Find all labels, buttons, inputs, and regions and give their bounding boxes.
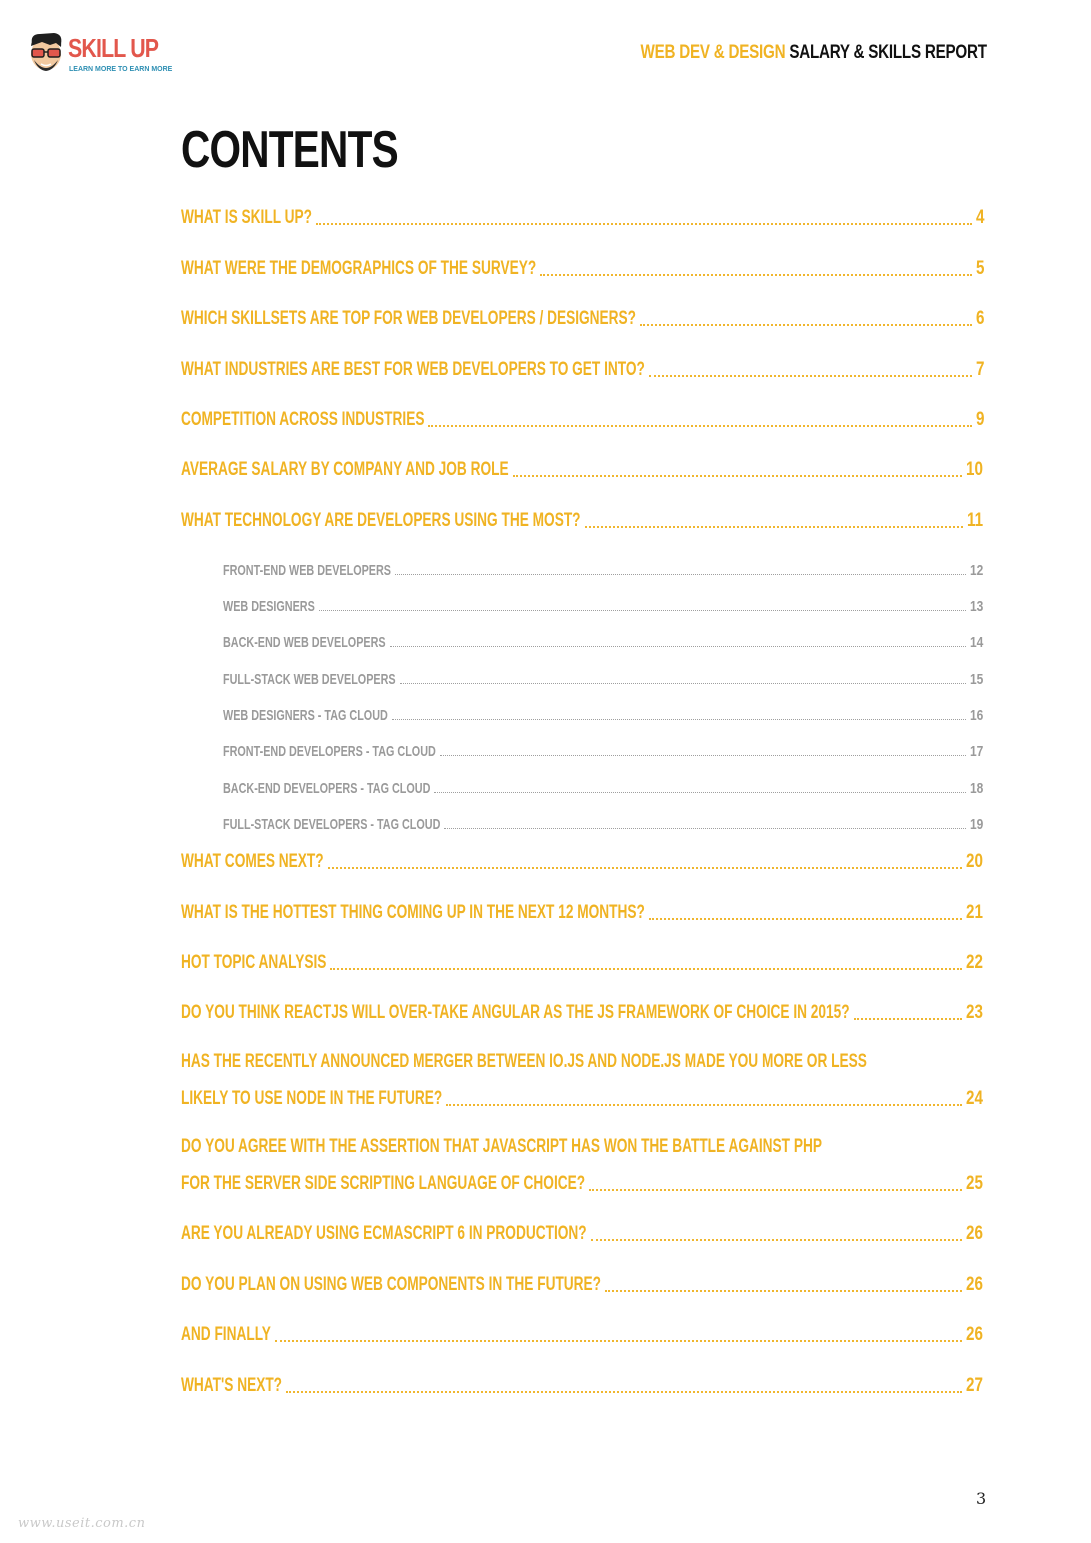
dot-leader bbox=[390, 645, 967, 647]
toc-entry[interactable] bbox=[181, 508, 987, 532]
toc-entry-label: WEB DESIGNERS bbox=[223, 598, 315, 615]
toc-entry-page: 22 bbox=[965, 952, 983, 973]
toc-entry-page: 14 bbox=[970, 634, 984, 651]
toc-entry-page: 15 bbox=[970, 671, 984, 688]
toc-entry[interactable] bbox=[181, 306, 987, 330]
toc-entry-label-wrap bbox=[181, 1002, 850, 1024]
toc-entry-label: WHAT INDUSTRIES ARE BEST FOR WEB DEVELOPERS TO GET INTO? bbox=[181, 359, 645, 380]
toc-entry-label-wrap bbox=[181, 1088, 442, 1110]
toc-entry-label-wrap bbox=[223, 816, 440, 833]
toc-entry-label-wrap bbox=[181, 1223, 587, 1245]
toc-entry-label: FRONT-END WEB DEVELOPERS bbox=[223, 562, 392, 579]
toc-entry-label-wrap bbox=[181, 409, 424, 431]
toc-entry-label: WHAT IS THE HOTTEST THING COMING UP IN THE NEXT 12 MONTHS? bbox=[181, 902, 645, 923]
dot-leader bbox=[513, 474, 962, 477]
dot-leader bbox=[395, 573, 966, 575]
toc-entry[interactable] bbox=[181, 407, 987, 431]
toc-entry-first-line[interactable]: DO YOU AGREE WITH THE ASSERTION THAT JAVASCRIPT HAS WON THE BATTLE AGAINST PHP bbox=[181, 1136, 822, 1157]
dot-leader bbox=[275, 1339, 962, 1342]
toc-entry-page: 13 bbox=[970, 598, 984, 615]
toc-entry-label: AND FINALLY bbox=[181, 1324, 271, 1345]
toc-entry-label: WHICH SKILLSETS ARE TOP FOR WEB DEVELOPERS / DESIGNERS? bbox=[181, 308, 637, 329]
toc-entry-label: WHAT TECHNOLOGY ARE DEVELOPERS USING THE MOST? bbox=[181, 510, 581, 531]
dot-leader bbox=[649, 374, 973, 377]
toc-entry-label-wrap bbox=[181, 1173, 585, 1195]
toc-entry-page: 21 bbox=[965, 902, 983, 923]
mascot-icon bbox=[26, 30, 66, 76]
toc-entry-label-wrap bbox=[181, 258, 536, 280]
toc-entry-label: HOT TOPIC ANALYSIS bbox=[181, 952, 327, 973]
report-title-main: SALARY & SKILLS REPORT bbox=[789, 42, 987, 63]
toc-entry-page: 16 bbox=[970, 707, 984, 724]
toc-entry-label-wrap bbox=[181, 902, 645, 924]
toc-entry-page: 18 bbox=[970, 780, 984, 797]
toc-entry[interactable] bbox=[181, 950, 987, 974]
dot-leader bbox=[319, 609, 967, 611]
toc-entry-page: 26 bbox=[965, 1223, 983, 1244]
toc-sub-entry[interactable] bbox=[223, 631, 987, 651]
toc-entry-label-wrap bbox=[223, 671, 396, 688]
dot-leader bbox=[446, 1103, 962, 1106]
toc-entry-label-wrap bbox=[181, 359, 645, 381]
toc-entry-page: 6 bbox=[976, 308, 985, 329]
toc-entry-label: WHAT WERE THE DEMOGRAPHICS OF THE SURVEY? bbox=[181, 258, 537, 279]
dot-leader bbox=[854, 1017, 962, 1020]
toc-entry-label: FULL-STACK DEVELOPERS - TAG CLOUD bbox=[223, 816, 441, 833]
toc-entry[interactable] bbox=[181, 1373, 987, 1397]
toc-entry-page: 4 bbox=[976, 207, 985, 228]
dot-leader bbox=[330, 967, 961, 970]
toc-entry-label-wrap bbox=[223, 780, 430, 797]
toc-entry-page: 26 bbox=[965, 1324, 983, 1345]
toc-entry-label: LIKELY TO USE NODE IN THE FUTURE? bbox=[181, 1088, 443, 1109]
dot-leader bbox=[585, 525, 963, 528]
toc-entry-page: 12 bbox=[970, 562, 984, 579]
toc-entry[interactable] bbox=[181, 256, 987, 280]
toc-sub-entry[interactable] bbox=[223, 668, 987, 688]
toc-entry[interactable] bbox=[181, 1272, 987, 1296]
toc-entry-label-wrap bbox=[181, 510, 581, 532]
toc-entry-label-wrap bbox=[181, 851, 324, 873]
toc-entry-page: 9 bbox=[976, 409, 985, 430]
toc-entry-label: BACK-END WEB DEVELOPERS bbox=[223, 634, 386, 651]
toc-entry-label: WHAT'S NEXT? bbox=[181, 1375, 283, 1396]
toc-entry-label: WEB DESIGNERS - TAG CLOUD bbox=[223, 707, 388, 724]
toc-entry-label: BACK-END DEVELOPERS - TAG CLOUD bbox=[223, 780, 431, 797]
toc-entry-label: FRONT-END DEVELOPERS - TAG CLOUD bbox=[223, 743, 436, 760]
toc-entry-page: 25 bbox=[965, 1173, 983, 1194]
toc-entry-label-wrap bbox=[181, 1324, 271, 1346]
toc-sub-entry[interactable] bbox=[223, 559, 987, 579]
toc-entry[interactable] bbox=[181, 900, 987, 924]
toc-sub-entry[interactable] bbox=[223, 813, 987, 833]
report-title bbox=[641, 42, 987, 64]
toc-entry-label: WHAT COMES NEXT? bbox=[181, 851, 324, 872]
toc-entry[interactable] bbox=[181, 205, 987, 229]
dot-leader bbox=[316, 222, 972, 225]
toc-entry-label: DO YOU PLAN ON USING WEB COMPONENTS IN THE FUTURE? bbox=[181, 1274, 602, 1295]
logo-name: SKILL UP bbox=[68, 33, 159, 63]
toc-entry-label-wrap bbox=[181, 308, 636, 330]
toc-entry-label: COMPETITION ACROSS INDUSTRIES bbox=[181, 409, 425, 430]
toc-entry-label: FULL-STACK WEB DEVELOPERS bbox=[223, 671, 396, 688]
toc-entry[interactable] bbox=[181, 1000, 987, 1024]
toc-sub-entry[interactable] bbox=[223, 777, 987, 797]
dot-leader bbox=[328, 866, 962, 869]
toc-entry-page: 24 bbox=[965, 1088, 983, 1109]
dot-leader bbox=[440, 754, 967, 756]
toc-entry[interactable] bbox=[181, 1171, 987, 1195]
toc-entry-label: DO YOU THINK REACTJS WILL OVER-TAKE ANGULAR AS THE JS FRAMEWORK OF CHOICE IN 2015? bbox=[181, 1002, 850, 1023]
toc-entry-label: ARE YOU ALREADY USING ECMASCRIPT 6 IN PRODUCTION? bbox=[181, 1223, 587, 1244]
toc-entry-page: 10 bbox=[965, 459, 983, 480]
toc-entry[interactable] bbox=[181, 1221, 987, 1245]
toc-entry-page: 7 bbox=[976, 359, 985, 380]
toc-entry-page: 11 bbox=[966, 510, 983, 531]
page-number: 3 bbox=[976, 1489, 987, 1508]
logo-tagline: LEARN MORE TO EARN MORE bbox=[69, 66, 173, 73]
toc-entry-label-wrap bbox=[181, 952, 326, 974]
toc-sub-entry[interactable] bbox=[223, 595, 987, 615]
dot-leader bbox=[428, 424, 972, 427]
dot-leader bbox=[540, 273, 972, 276]
dot-leader bbox=[444, 827, 966, 829]
dot-leader bbox=[649, 917, 962, 920]
dot-leader bbox=[286, 1390, 962, 1393]
toc-entry-label-wrap bbox=[181, 1375, 282, 1397]
toc-entry-page: 26 bbox=[965, 1274, 983, 1295]
toc-entry[interactable] bbox=[181, 1086, 987, 1110]
toc-entry-label-wrap bbox=[223, 743, 436, 760]
dot-leader bbox=[589, 1188, 962, 1191]
toc-entry-label-wrap bbox=[181, 459, 509, 481]
toc-entry-page: 19 bbox=[970, 816, 984, 833]
page-title: CONTENTS bbox=[181, 121, 398, 179]
skill-up-logo bbox=[26, 30, 173, 80]
toc-entry-label-wrap bbox=[223, 707, 388, 724]
dot-leader bbox=[591, 1238, 962, 1241]
dot-leader bbox=[640, 323, 972, 326]
toc-entry-page: 27 bbox=[965, 1375, 983, 1396]
toc-entry-page: 5 bbox=[976, 258, 985, 279]
toc-entry-label-wrap bbox=[181, 1274, 601, 1296]
dot-leader bbox=[400, 682, 967, 684]
toc-entry-label-wrap bbox=[181, 207, 312, 229]
dot-leader bbox=[434, 791, 966, 793]
toc-entry-label: AVERAGE SALARY BY COMPANY AND JOB ROLE bbox=[181, 459, 509, 480]
toc-entry-label-wrap bbox=[223, 562, 391, 579]
toc-entry-page: 23 bbox=[965, 1002, 983, 1023]
toc-entry[interactable] bbox=[181, 357, 987, 381]
toc-entry-page: 17 bbox=[970, 743, 984, 760]
dot-leader bbox=[392, 718, 967, 720]
toc-entry[interactable] bbox=[181, 1322, 987, 1346]
watermark: www.useit.com.cn bbox=[18, 1516, 146, 1531]
toc-entry-label-wrap bbox=[223, 598, 315, 615]
toc-entry-label: WHAT IS SKILL UP? bbox=[181, 207, 312, 228]
dot-leader bbox=[605, 1289, 962, 1292]
toc-sub-entry[interactable] bbox=[223, 740, 987, 760]
report-title-accent: WEB DEV & DESIGN bbox=[640, 42, 786, 63]
toc-entry-page: 20 bbox=[965, 851, 983, 872]
toc-entry[interactable] bbox=[181, 849, 987, 873]
toc-entry[interactable] bbox=[181, 457, 987, 481]
toc-sub-entry[interactable] bbox=[223, 704, 987, 724]
toc-entry-label-wrap bbox=[223, 634, 386, 651]
toc-entry-first-line[interactable]: HAS THE RECENTLY ANNOUNCED MERGER BETWEEN IO.JS AND NODE.JS MADE YOU MORE OR LESS bbox=[181, 1051, 867, 1072]
toc-entry-label: FOR THE SERVER SIDE SCRIPTING LANGUAGE OF CHOICE? bbox=[181, 1173, 586, 1194]
